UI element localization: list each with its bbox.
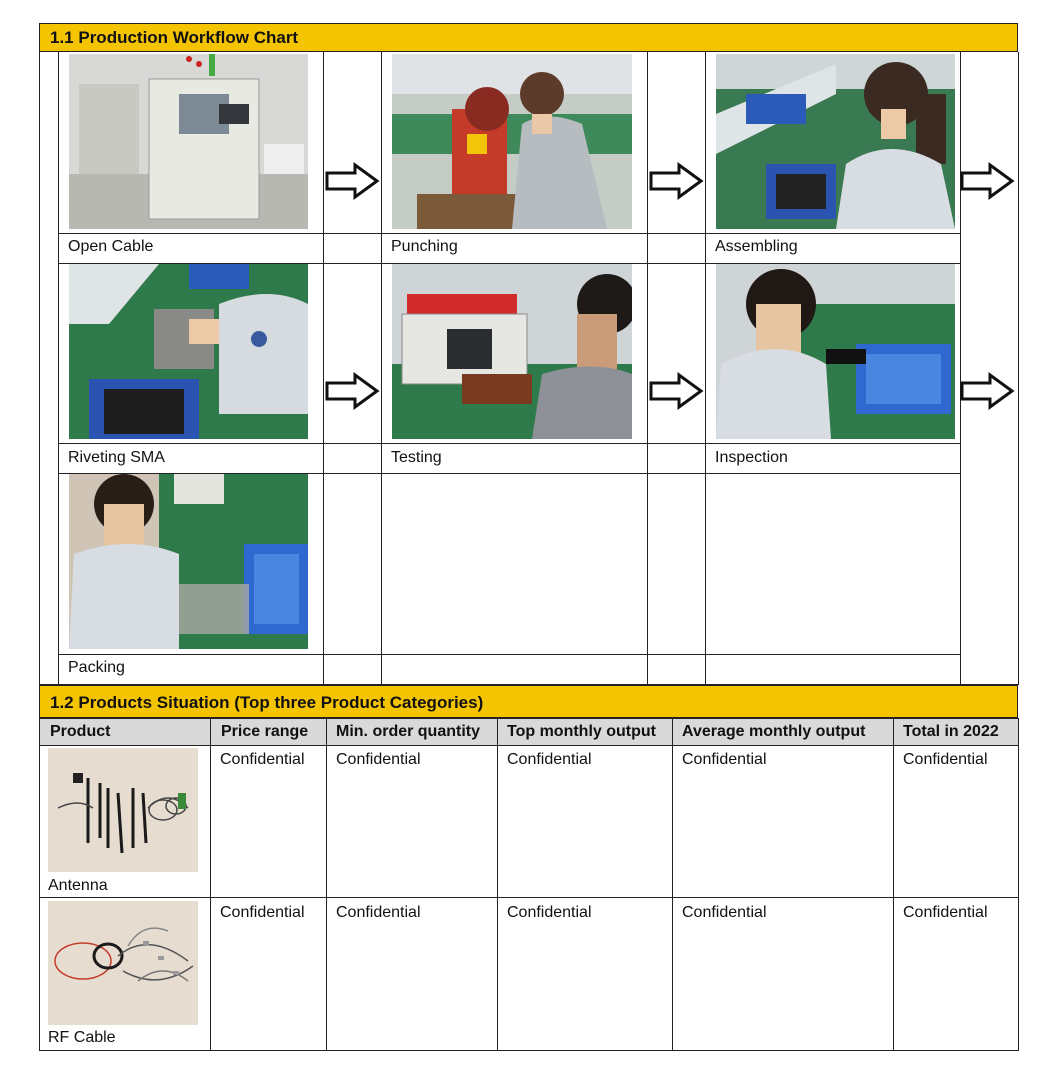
photo-inspection	[716, 264, 955, 439]
cell-top-monthly-output: Confidential	[507, 904, 592, 921]
step-label-punching: Punching	[391, 238, 458, 255]
step-label-assembling: Assembling	[715, 238, 798, 255]
section-2-title: 1.2 Products Situation (Top three Product Categories)	[39, 685, 1018, 718]
cell-average-monthly-output: Confidential	[682, 904, 767, 921]
cell-price-range: Confidential	[220, 904, 305, 921]
cell-top-monthly-output: Confidential	[507, 751, 592, 768]
photo-riveting-sma	[69, 264, 308, 439]
cell-min-order-quantity: Confidential	[336, 751, 421, 768]
product-name-antenna: Antenna	[48, 877, 108, 894]
column-header-min-order-quantity: Min. order quantity	[336, 723, 480, 740]
photo-open-cable	[69, 54, 308, 229]
arrow-right-icon	[647, 372, 705, 410]
photo-punching	[392, 54, 632, 229]
cell-min-order-quantity: Confidential	[336, 904, 421, 921]
step-label-testing: Testing	[391, 449, 442, 466]
photo-packing	[69, 474, 308, 649]
photo-assembling	[716, 54, 955, 229]
arrow-right-icon	[958, 162, 1016, 200]
cell-average-monthly-output: Confidential	[682, 751, 767, 768]
step-label-riveting-sma: Riveting SMA	[68, 449, 165, 466]
column-header-total-2022: Total in 2022	[903, 723, 999, 740]
step-label-inspection: Inspection	[715, 449, 788, 466]
photo-testing	[392, 264, 632, 439]
step-label-open-cable: Open Cable	[68, 238, 154, 255]
cell-price-range: Confidential	[220, 751, 305, 768]
arrow-right-icon	[323, 162, 381, 200]
column-header-average-monthly-output: Average monthly output	[682, 723, 866, 740]
step-label-packing: Packing	[68, 659, 125, 676]
column-header-price-range: Price range	[221, 723, 309, 740]
arrow-right-icon	[958, 372, 1016, 410]
column-header-product: Product	[50, 723, 111, 740]
arrow-right-icon	[323, 372, 381, 410]
product-image-antenna	[48, 748, 198, 872]
product-name-rf-cable: RF Cable	[48, 1029, 116, 1046]
arrow-right-icon	[647, 162, 705, 200]
cell-total-2022: Confidential	[903, 904, 988, 921]
column-header-top-monthly-output: Top monthly output	[507, 723, 656, 740]
section-1-title: 1.1 Production Workflow Chart	[39, 23, 1018, 52]
cell-total-2022: Confidential	[903, 751, 988, 768]
product-image-rf-cable	[48, 901, 198, 1025]
